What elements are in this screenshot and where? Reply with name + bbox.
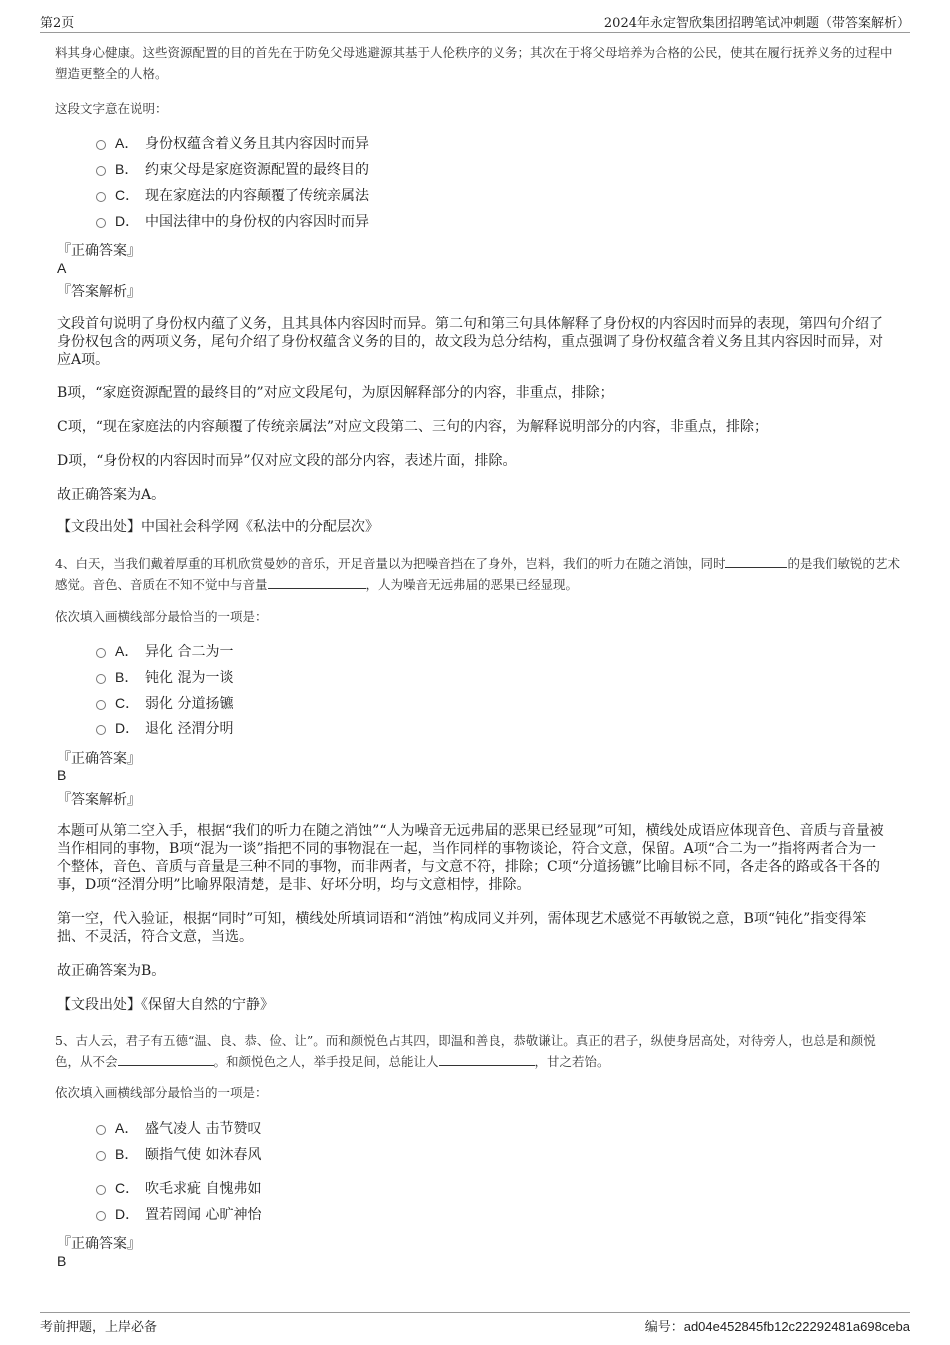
footer-slogan: 考前押题，上岸必备 — [40, 1320, 158, 1335]
q3-analysis-conclusion: 故正确答案为A。 — [57, 487, 166, 503]
q5-option-a[interactable]: A． 盛气凌人 击节赞叹 — [96, 1118, 261, 1138]
blank-2 — [268, 576, 366, 589]
q5-stem: 5、古人云，君子有五德“温、良、恭、俭、让”。而和颜悦色占其四，即温和善良，恭敬谦让。真正的君子，纵使身居高处，对待旁人，也总是和颜悦色，从不会 。和颜悦色之人，举手投足间，总能让人 ，甘之若饴。 — [55, 1033, 876, 1069]
radio-icon[interactable] — [96, 1151, 106, 1161]
q3-analysis-p2: B项，“家庭资源配置的最终目的”对应文段尾句，为原因解释部分的内容，非重点，排除； — [57, 385, 614, 401]
blank-2 — [439, 1053, 535, 1066]
radio-icon[interactable] — [96, 1185, 106, 1195]
radio-icon[interactable] — [96, 648, 106, 658]
radio-icon[interactable] — [96, 700, 106, 710]
q3-option-b[interactable]: B． 约束父母是家庭资源配置的最终目的 — [96, 159, 369, 179]
radio-icon[interactable] — [96, 1211, 106, 1221]
q4-prompt: 依次填入画横线部分最恰当的一项是： — [55, 609, 268, 624]
q4-option-b[interactable]: B． 钝化 混为一谈 — [96, 667, 233, 687]
q4-option-c[interactable]: C． 弱化 分道扬镳 — [96, 693, 233, 713]
page-header — [40, 10, 910, 32]
q4-analysis-conclusion: 故正确答案为B。 — [57, 963, 166, 979]
blank-1 — [118, 1053, 214, 1066]
q5-option-b[interactable]: B． 颐指气使 如沐春风 — [96, 1144, 261, 1164]
page-footer — [40, 1312, 910, 1335]
radio-icon[interactable] — [96, 674, 106, 684]
header-divider — [40, 32, 910, 33]
q3-answer: A — [57, 260, 67, 276]
q5-answer: B — [57, 1253, 67, 1269]
radio-icon[interactable] — [96, 166, 106, 176]
q3-analysis-p3: C项，“现在家庭法的内容颠覆了传统亲属法”对应文段第二、三句的内容，为解释说明部分的内容，非重点，排除； — [57, 419, 769, 435]
q3-analysis-label: 『答案解析』 — [57, 284, 141, 300]
q4-analysis-p1: 本题可从第二空入手，根据“我们的听力在随之消蚀”“人为噪音无远弗届的恶果已经显现”可知，横线处成语应体现音色、音质与音量被当作相同的事物，B项“混为一谈”指把不同的事物混在一起，当作同样的事物谈论，符合文意，保留。A项“合二为一”指将两者合为一个整体，音色、音质与音量是三种不同的事物，而非两者，与文意不符，排除；C项“分道扬镳”比喻目标不同，各走各的路或各干各的事，D项“泾渭分明”比喻界限清楚，是非、好坏分明，均与文意相悖，排除。 — [57, 823, 884, 893]
q3-analysis-p4: D项，“身份权的内容因时而异”仅对应文段的部分内容，表述片面，排除。 — [57, 453, 517, 469]
q3-option-c[interactable]: C． 现在家庭法的内容颠覆了传统亲属法 — [96, 185, 369, 205]
document-title: 2024年永定智欣集团招聘笔试冲刺题（带答案解析） — [603, 16, 910, 31]
q5-option-d[interactable]: D． 置若罔闻 心旷神怡 — [96, 1204, 261, 1224]
radio-icon[interactable] — [96, 140, 106, 150]
q3-option-a[interactable]: A． 身份权蕴含着义务且其内容因时而异 — [96, 133, 369, 153]
q3-answer-label: 『正确答案』 — [57, 243, 141, 259]
q3-passage: 料其身心健康。这些资源配置的目的首先在于防免父母逃避源其基于人伦秩序的义务；其次在于将父母培养为合格的公民，使其在履行抚养义务的过程中塑造更整全的人格。 — [55, 45, 893, 81]
page-number: 第2页 — [40, 16, 75, 31]
q4-source: 【文段出处】《保留大自然的宁静》 — [57, 997, 274, 1013]
radio-icon[interactable] — [96, 218, 106, 228]
q5-prompt: 依次填入画横线部分最恰当的一项是： — [55, 1085, 268, 1100]
q3-analysis-p1: 文段首句说明了身份权内蕴了义务，且其具体内容因时而异。第二句和第三句具体解释了身份权的内容因时而异的表现，第四句介绍了身份权包含的两项义务，尾句介绍了身份权蕴含义务的目的，故文段为总分结构，重点强调了身份权蕴含着义务且其内容因时而异，对应A项。 — [57, 316, 883, 368]
q5-option-c[interactable]: C． 吹毛求疵 自愧弗如 — [96, 1178, 261, 1198]
q3-source: 【文段出处】中国社会科学网《私法中的分配层次》 — [57, 519, 379, 535]
q4-answer-label: 『正确答案』 — [57, 751, 141, 767]
blank-1 — [725, 555, 787, 568]
q5-answer-label: 『正确答案』 — [57, 1236, 141, 1252]
q4-stem: 4、白天，当我们戴着厚重的耳机欣赏曼妙的音乐，开足音量以为把噪音挡在了身外，岂料，我们的听力在随之消蚀，同时 的是我们敏锐的艺术感觉。音色、音质在不知不觉中与音量 ，人为噪音无远弗届的恶果已经显现。 — [55, 556, 900, 592]
q3-prompt: 这段文字意在说明： — [55, 101, 168, 116]
radio-icon[interactable] — [96, 192, 106, 202]
q4-answer: B — [57, 767, 67, 783]
q4-analysis-p2: 第一空，代入验证，根据“同时”可知，横线处所填词语和“消蚀”构成同义并列，需体现艺术感觉不再敏锐之意，B项“钝化”指变得笨拙、不灵活，符合文意，当选。 — [57, 911, 867, 945]
document-code: 编号：ad04e452845fb12c22292481a698ceba — [644, 1319, 910, 1335]
q4-option-a[interactable]: A． 异化 合二为一 — [96, 641, 233, 661]
q4-analysis-label: 『答案解析』 — [57, 792, 141, 808]
radio-icon[interactable] — [96, 725, 106, 735]
q4-option-d[interactable]: D． 退化 泾渭分明 — [96, 718, 233, 738]
q3-option-d[interactable]: D． 中国法律中的身份权的内容因时而异 — [96, 211, 369, 231]
radio-icon[interactable] — [96, 1125, 106, 1135]
